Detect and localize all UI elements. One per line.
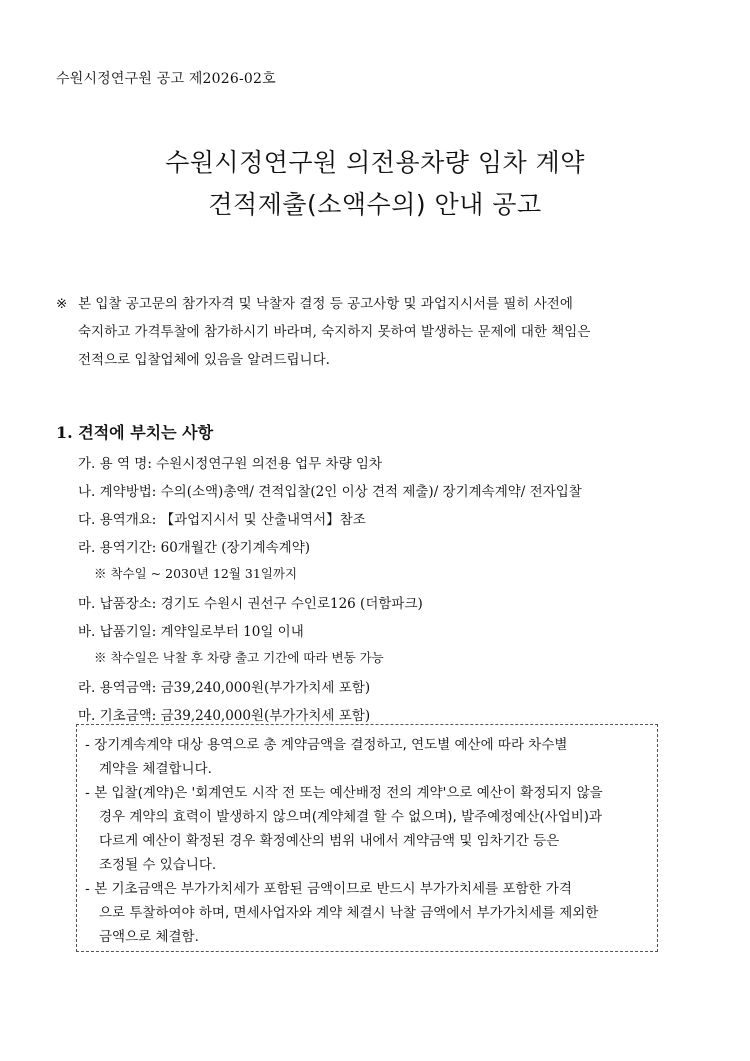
item-service-amount: 라. 용역금액: 금39,240,000원(부가가치세 포함) [78, 680, 371, 696]
notes-box [76, 724, 658, 952]
note-line: - 장기계속계약 대상 용역으로 총 계약금액을 결정하고, 연도별 예산에 따라 차수별 [85, 737, 568, 753]
note-line: - 본 기초금액은 부가가치세가 포함된 금액이므로 반드시 부가가치세를 포함한 가격 [85, 881, 572, 897]
document-title-line1: 수원시정연구원 의전용차량 임차 계약 [165, 148, 585, 177]
document-title-line2: 견적제출(소액수의) 안내 공고 [208, 190, 542, 219]
caution-line: 숙지하고 가격투찰에 참가하시기 바라며, 숙지하지 못하여 발생하는 문제에 대한 책임은 [78, 324, 591, 340]
note-line: 조정될 수 있습니다. [99, 857, 217, 873]
item-service-overview: 다. 용역개요: 【과업지시서 및 산출내역서】참조 [78, 512, 366, 528]
note-line: 다르게 예산이 확정된 경우 확정예산의 범위 내에서 계약금액 및 임차기간 등은 [99, 833, 560, 849]
note-line: 금액으로 체결함. [99, 929, 199, 945]
reference-mark-icon: ※ [56, 296, 68, 312]
item-delivery-date: 바. 납품기일: 계약일로부터 10일 이내 [78, 624, 304, 640]
note-line: 경우 계약의 효력이 발생하지 않으며(계약체결 할 수 없으며), 발주예정예산(사업비)과 [99, 809, 603, 825]
caution-notice [56, 290, 696, 374]
notice-number: 수원시정연구원 공고 제2026-02호 [56, 71, 276, 87]
note-line: 으로 투찰하여야 하며, 면세사업자와 계약 체결시 낙찰 금액에서 부가가치세를 제외한 [99, 905, 599, 921]
note-line: 계약을 체결합니다. [99, 761, 212, 777]
item-delivery-note: ※ 착수일은 낙찰 후 차량 출고 기간에 따라 변동 가능 [94, 650, 384, 665]
note-line: - 본 입찰(계약)은 '회계연도 시작 전 또는 예산배정 전의 계약'으로 예산이 확정되지 않을 [85, 785, 603, 801]
section-heading: 1. 견적에 부치는 사항 [56, 423, 214, 442]
item-contract-method: 나. 계약방법: 수의(소액)총액/ 견적입찰(2인 이상 견적 제출)/ 장기계속계약/ 전자입찰 [78, 484, 582, 500]
item-service-name: 가. 용 역 명: 수원시정연구원 의전용 업무 차량 임차 [78, 456, 382, 472]
item-base-amount: 마. 기초금액: 금39,240,000원(부가가치세 포함) [78, 708, 371, 724]
caution-line: 전적으로 입찰업체에 있음을 알려드립니다. [78, 352, 330, 368]
caution-line: 본 입찰 공고문의 참가자격 및 낙찰자 결정 등 공고사항 및 과업지시서를 필히 사전에 [78, 296, 573, 312]
item-service-period: 라. 용역기간: 60개월간 (장기계속계약) [78, 540, 310, 556]
item-period-note: ※ 착수일 ~ 2030년 12월 31일까지 [94, 566, 298, 581]
item-delivery-place: 마. 납품장소: 경기도 수원시 권선구 수인로126 (더함파크) [78, 596, 423, 612]
